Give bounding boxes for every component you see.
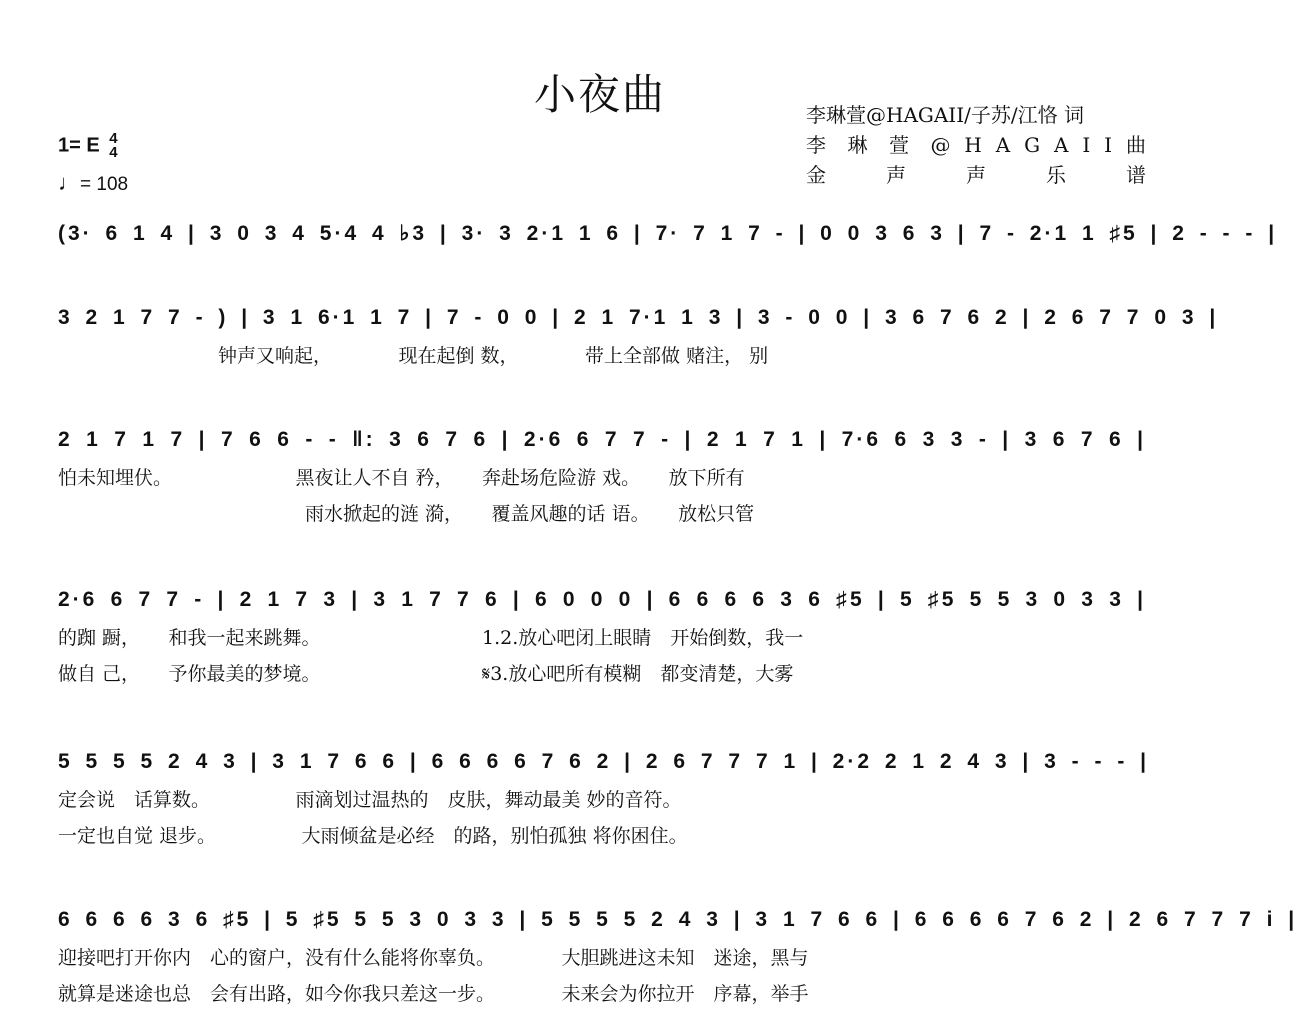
lyric-verse-2: 做自 己， 予你最美的梦境。 𝄋3.放心吧所有模糊 都变清楚，大雾 bbox=[58, 663, 794, 685]
song-title: 小夜曲 bbox=[533, 70, 666, 119]
score-system-2 bbox=[58, 298, 1219, 374]
notation-line: 2 1 7 1 7 | 7 6 6 - - ‖: 3 6 7 6 | 2·6 6 7 7 - | 2 1 7 1 | 7·6 6 3 3 - | 3 6 7 6 | bbox=[58, 428, 1146, 451]
time-signature-top: 4 bbox=[109, 130, 118, 147]
lyric-line bbox=[58, 620, 1146, 656]
lyric-verse-2: 就算是迷途也总 会有出路，如今你我只差这一步。 未来会为你拉开 序幕，举手 bbox=[58, 983, 809, 1005]
notation-line: 3 2 1 7 7 - ) | 3 1 6·1 1 7 | 7 - 0 0 | 2 1 7·1 1 3 | 3 - 0 0 | 3 6 7 6 2 | 2 6 7 7 0 3 | bbox=[58, 306, 1219, 329]
notation-line: 6 6 6 6 3 6 ♯5 | 5 ♯5 5 5 3 0 3 3 | 5 5 5 5 2 4 3 | 3 1 7 6 6 | 6 6 6 6 7 6 2 | 2 6 7 7 7 i | bbox=[58, 908, 1297, 931]
lyricist-credit: 李琳萱@HAGAII/子苏/江恪 词 bbox=[806, 103, 1084, 127]
lyric-line bbox=[58, 782, 1146, 818]
score-system-3 bbox=[58, 420, 1146, 532]
lyric-verse-1: 定会说 话算数。 雨滴划过温热的 皮肤，舞动最美 妙的音符。 bbox=[58, 789, 682, 811]
time-signature bbox=[109, 132, 117, 160]
lyric-verse-1: 钟声又响起， 现在起倒 数， 带上全部做 赌注， 别 bbox=[218, 345, 769, 367]
time-signature-bottom: 4 bbox=[109, 144, 118, 161]
quarter-note-icon: ♩ bbox=[58, 170, 80, 195]
score-system-1 bbox=[58, 214, 1278, 254]
lyric-verse-1: 的踟 蹰， 和我一起来跳舞。 1.2.放心吧闭上眼睛 开始倒数，我一 bbox=[58, 627, 804, 649]
score-system-5 bbox=[58, 742, 1150, 854]
composer-credit: 李 琳 萱 @ H A G A I I 曲 bbox=[806, 133, 1146, 157]
lyric-line bbox=[58, 496, 1146, 532]
score-system-4 bbox=[58, 580, 1146, 692]
lyric-line bbox=[58, 338, 1146, 374]
key-signature bbox=[58, 132, 118, 160]
notation-line: (3· 6 1 4 | 3 0 3 4 5·4 4 ♭3 | 3· 3 2·1 1 6 | 7· 7 1 7 - | 0 0 3 6 3 | 7 - 2·1 1 ♯5 | 2 - - - | bbox=[58, 222, 1278, 245]
lyric-line bbox=[58, 940, 1146, 976]
notation-line: 5 5 5 5 2 4 3 | 3 1 7 6 6 | 6 6 6 6 7 6 2 | 2 6 7 7 7 1 | 2·2 2 1 2 4 3 | 3 - - - | bbox=[58, 750, 1150, 773]
transcriber-credit: 金 声 声 乐 谱 bbox=[806, 163, 1146, 187]
score-system-6 bbox=[58, 900, 1297, 1012]
notation-line: 2·6 6 7 7 - | 2 1 7 3 | 3 1 7 7 6 | 6 0 0 0 | 6 6 6 6 3 6 ♯5 | 5 ♯5 5 5 3 0 3 3 | bbox=[58, 588, 1146, 611]
lyric-verse-1: 迎接吧打开你内 心的窗户，没有什么能将你辜负。 大胆跳进这未知 迷途，黑与 bbox=[58, 947, 809, 969]
lyric-line bbox=[58, 460, 1146, 496]
key-label: 1= E bbox=[58, 134, 100, 157]
tempo-value: = 108 bbox=[80, 174, 129, 195]
lyric-verse-2: 雨水掀起的涟 漪， 覆盖风趣的话 语。 放松只管 bbox=[58, 503, 755, 525]
lyric-line bbox=[58, 656, 1146, 692]
tempo-marking bbox=[58, 170, 128, 196]
lyric-line bbox=[58, 818, 1146, 854]
lyric-verse-2: 一定也自觉 退步。 大雨倾盆是必经 的路，别怕孤独 将你困住。 bbox=[58, 825, 688, 847]
lyric-verse-1: 怕未知埋伏。 黑夜让人不自 矜， 奔赴场危险游 戏。 放下所有 bbox=[58, 467, 745, 489]
credits-block bbox=[806, 100, 1146, 190]
lyric-line bbox=[58, 976, 1146, 1012]
